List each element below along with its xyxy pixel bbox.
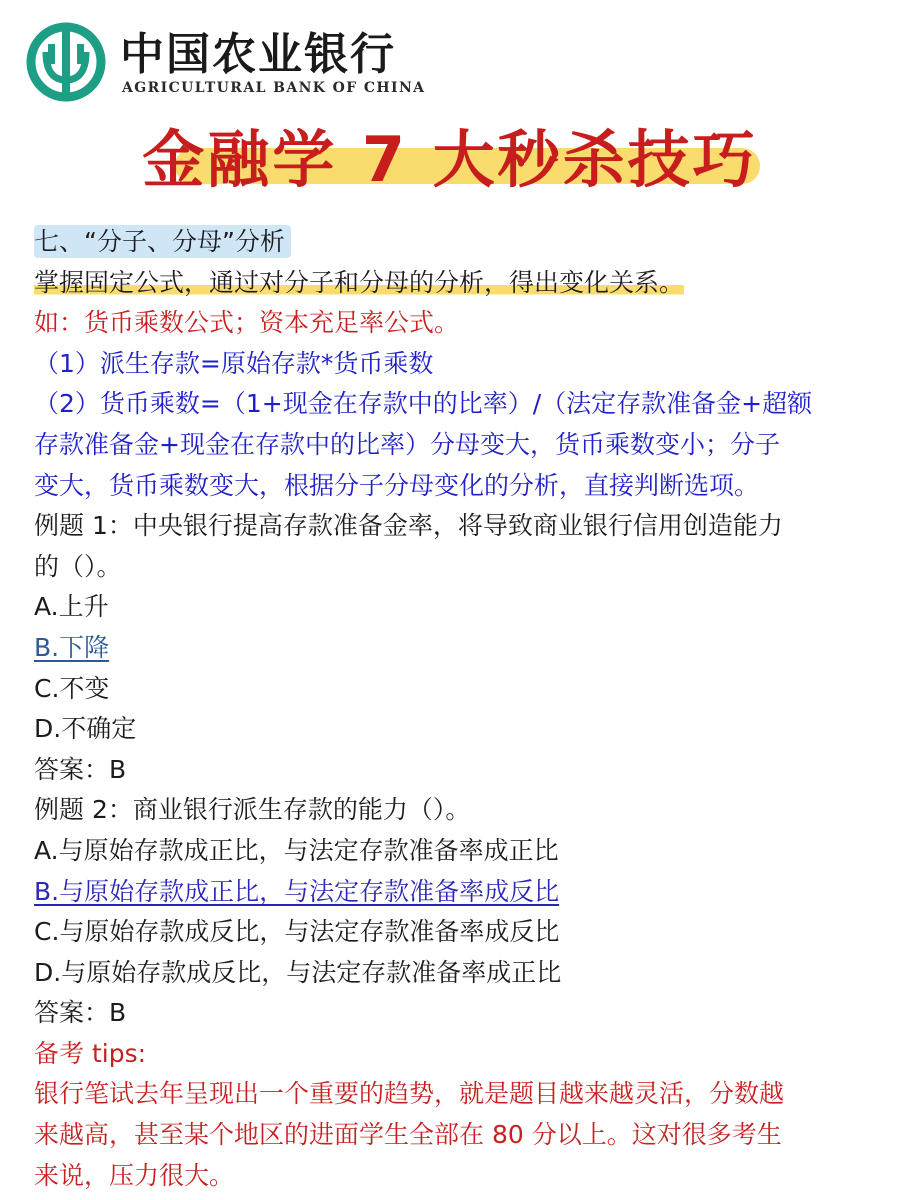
question1-option-d: D.不确定 bbox=[34, 714, 137, 744]
question2-answer: 答案：B bbox=[34, 998, 127, 1028]
question1-stem: 的（）。 bbox=[34, 551, 122, 581]
page-title: 金融学 7 大秒杀技巧 bbox=[142, 123, 758, 196]
article-body bbox=[34, 222, 874, 1196]
formula-line: （2）货币乘数=（1+现金在存款中的比率）/（法定存款准备金+超额 bbox=[34, 389, 813, 419]
formula-line: 存款准备金+现金在存款中的比率）分母变大，货币乘数变小；分子 bbox=[34, 429, 780, 459]
title-block bbox=[0, 108, 900, 198]
question2-option-a: A.与原始存款成正比，与法定存款准备率成正比 bbox=[34, 835, 559, 865]
example-intro: 如：货币乘数公式；资本充足率公式。 bbox=[34, 308, 460, 338]
section-heading: 七、“分子、分母”分析 bbox=[34, 225, 291, 258]
tips-heading: 备考 tips: bbox=[34, 1038, 147, 1068]
header bbox=[0, 0, 900, 110]
question1-option-b[interactable]: B.下降 bbox=[34, 632, 110, 662]
formula-line: （1）派生存款=原始存款*货币乘数 bbox=[34, 348, 434, 378]
question1-stem: 例题 1：中央银行提高存款准备金率，将导致商业银行信用创造能力 bbox=[34, 511, 783, 541]
question2-stem: 例题 2：商业银行派生存款的能力（）。 bbox=[34, 795, 471, 825]
question1-answer: 答案：B bbox=[34, 754, 127, 784]
tips-line: 来说，压力很大。 bbox=[34, 1160, 235, 1190]
question1-option-a: A.上升 bbox=[34, 592, 109, 622]
tips-line: 来越高，甚至某个地区的进面学生全部在 80 分以上。这对很多考生 bbox=[34, 1120, 782, 1150]
tips-line: 银行笔试去年呈现出一个重要的趋势，就是题目越来越灵活，分数越 bbox=[34, 1079, 785, 1109]
section-summary: 掌握固定公式，通过对分子和分母的分析，得出变化关系。 bbox=[34, 267, 685, 297]
question1-option-c: C.不变 bbox=[34, 673, 110, 703]
bank-name-en: AGRICULTURAL BANK OF CHINA bbox=[122, 80, 426, 96]
question2-option-b[interactable]: B.与原始存款成正比，与法定存款准备率成反比 bbox=[34, 876, 560, 906]
bank-name-cn: 中国农业银行 bbox=[120, 29, 396, 80]
abc-logo-icon bbox=[26, 22, 106, 102]
question2-option-d: D.与原始存款成反比，与法定存款准备率成正比 bbox=[34, 957, 562, 987]
question2-option-c: C.与原始存款成反比，与法定存款准备率成反比 bbox=[34, 917, 560, 947]
formula-line: 变大，货币乘数变大，根据分子分母变化的分析，直接判断选项。 bbox=[34, 470, 760, 500]
